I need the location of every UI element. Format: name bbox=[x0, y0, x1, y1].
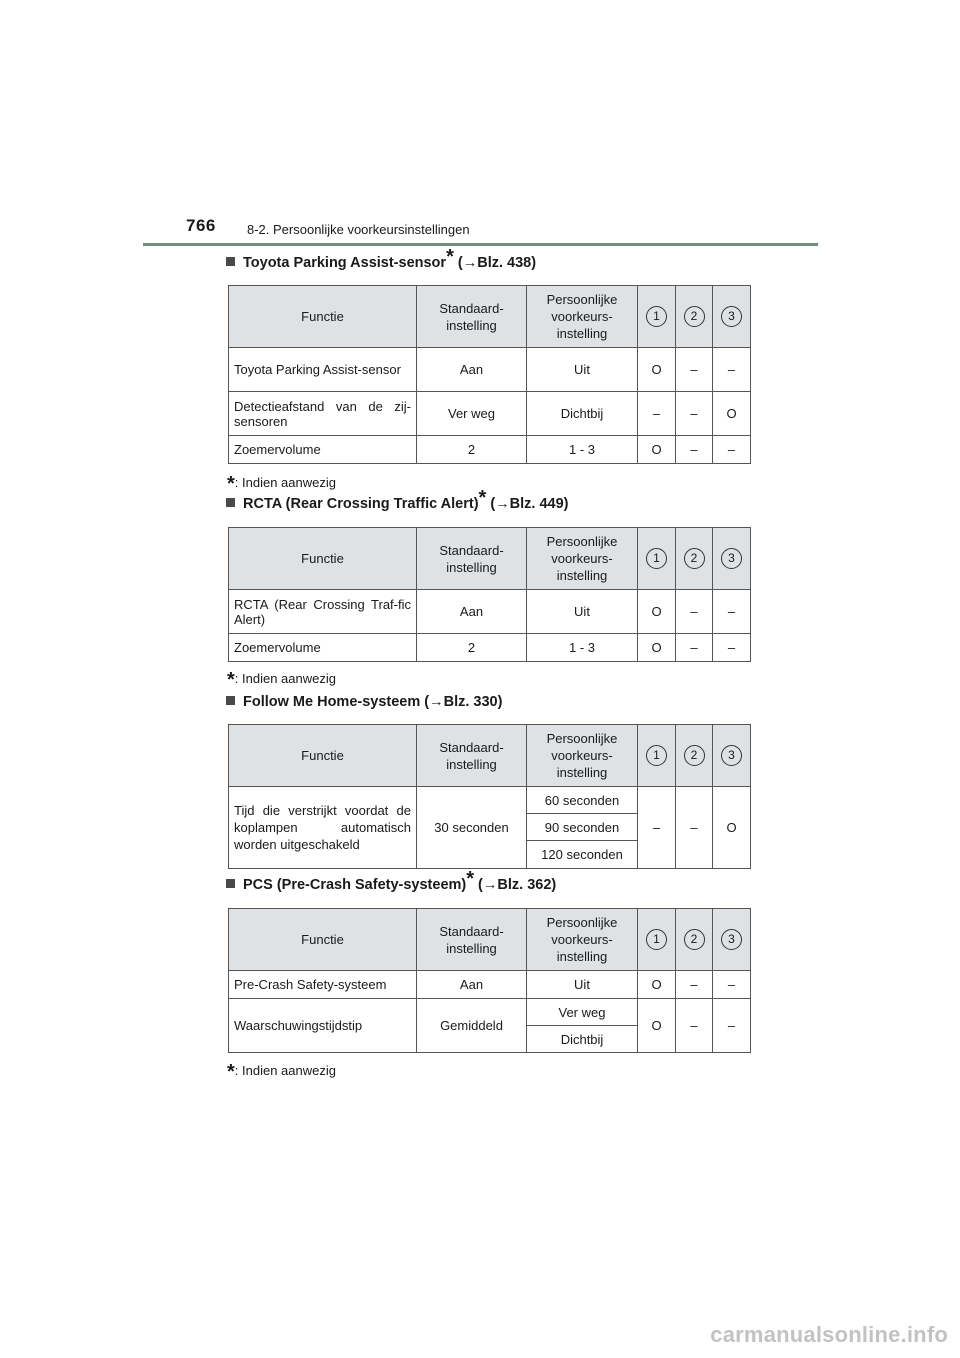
footnote: *: Indien aanwezig bbox=[227, 669, 336, 691]
circled-2-icon: 2 bbox=[684, 745, 705, 766]
square-bullet-icon bbox=[226, 498, 235, 507]
circled-1-icon: 1 bbox=[646, 929, 667, 950]
col-header-standaard: Standaard- instelling bbox=[417, 286, 527, 348]
circled-2-icon: 2 bbox=[684, 548, 705, 569]
col-header-persoonlijk: Persoonlijke voorkeurs- instelling bbox=[527, 528, 638, 590]
table-row: Zoemervolume 2 1 - 3 O – – bbox=[229, 634, 751, 662]
heading-parking-assist: Toyota Parking Assist-sensor* (→Blz. 438) bbox=[226, 255, 536, 271]
table-parking-assist bbox=[228, 285, 751, 464]
col-header-1 bbox=[638, 286, 676, 348]
col-header-standaard: Standaard- instelling bbox=[417, 725, 527, 787]
circled-2-icon: 2 bbox=[684, 929, 705, 950]
col-header-3 bbox=[713, 286, 751, 348]
square-bullet-icon bbox=[226, 696, 235, 705]
table-row: Toyota Parking Assist-sensor Aan Uit O – – bbox=[229, 348, 751, 392]
header-divider bbox=[143, 243, 818, 246]
page-number: 766 bbox=[186, 216, 216, 235]
circled-3-icon: 3 bbox=[721, 548, 742, 569]
table-row: 90 seconden bbox=[229, 814, 751, 841]
table-row: Detectieafstand van de zij-sensoren Ver weg Dichtbij – – O bbox=[229, 392, 751, 436]
table-row: Dichtbij bbox=[229, 1026, 751, 1053]
circled-1-icon: 1 bbox=[646, 306, 667, 327]
watermark: carmanualsonline.info bbox=[710, 1322, 948, 1347]
table-pcs bbox=[228, 908, 751, 1053]
col-header-persoonlijk: Persoonlijke voorkeurs- instelling bbox=[527, 286, 638, 348]
circled-3-icon: 3 bbox=[721, 929, 742, 950]
col-header-functie: Functie bbox=[229, 725, 417, 787]
col-header-standaard: Standaard- instelling bbox=[417, 909, 527, 971]
heading-follow-me-home: Follow Me Home-systeem (→Blz. 330) bbox=[226, 694, 502, 710]
col-header-functie: Functie bbox=[229, 528, 417, 590]
col-header-persoonlijk: Persoonlijke voorkeurs- instelling bbox=[527, 725, 638, 787]
footnote: *: Indien aanwezig bbox=[227, 473, 336, 495]
square-bullet-icon bbox=[226, 879, 235, 888]
section-title: 8-2. Persoonlijke voorkeursinstellingen bbox=[247, 222, 470, 237]
table-row: Zoemervolume 2 1 - 3 O – – bbox=[229, 436, 751, 464]
table-row: Tijd die verstrijkt voordat de koplampen automatisch worden uitgeschakeld 30 seconden 60 seconden – – O bbox=[229, 787, 751, 814]
col-header-2 bbox=[676, 286, 713, 348]
table-rcta bbox=[228, 527, 751, 662]
circled-1-icon: 1 bbox=[646, 548, 667, 569]
circled-3-icon: 3 bbox=[721, 745, 742, 766]
table-row: Waarschuwingstijdstip Gemiddeld Ver weg O – – bbox=[229, 999, 751, 1026]
table-follow-me-home bbox=[228, 724, 751, 869]
heading-pcs: PCS (Pre-Crash Safety-systeem)* (→Blz. 362) bbox=[226, 877, 556, 893]
table-row: 120 seconden bbox=[229, 841, 751, 869]
circled-3-icon: 3 bbox=[721, 306, 742, 327]
square-bullet-icon bbox=[226, 257, 235, 266]
col-header-functie: Functie bbox=[229, 286, 417, 348]
table-row: RCTA (Rear Crossing Traf-fic Alert) Aan Uit O – – bbox=[229, 590, 751, 634]
circled-2-icon: 2 bbox=[684, 306, 705, 327]
col-header-persoonlijk: Persoonlijke voorkeurs- instelling bbox=[527, 909, 638, 971]
footnote: *: Indien aanwezig bbox=[227, 1061, 336, 1083]
heading-rcta: RCTA (Rear Crossing Traffic Alert)* (→Blz. 449) bbox=[226, 496, 569, 512]
col-header-standaard: Standaard- instelling bbox=[417, 528, 527, 590]
col-header-functie: Functie bbox=[229, 909, 417, 971]
circled-1-icon: 1 bbox=[646, 745, 667, 766]
table-row: Pre-Crash Safety-systeem Aan Uit O – – bbox=[229, 971, 751, 999]
